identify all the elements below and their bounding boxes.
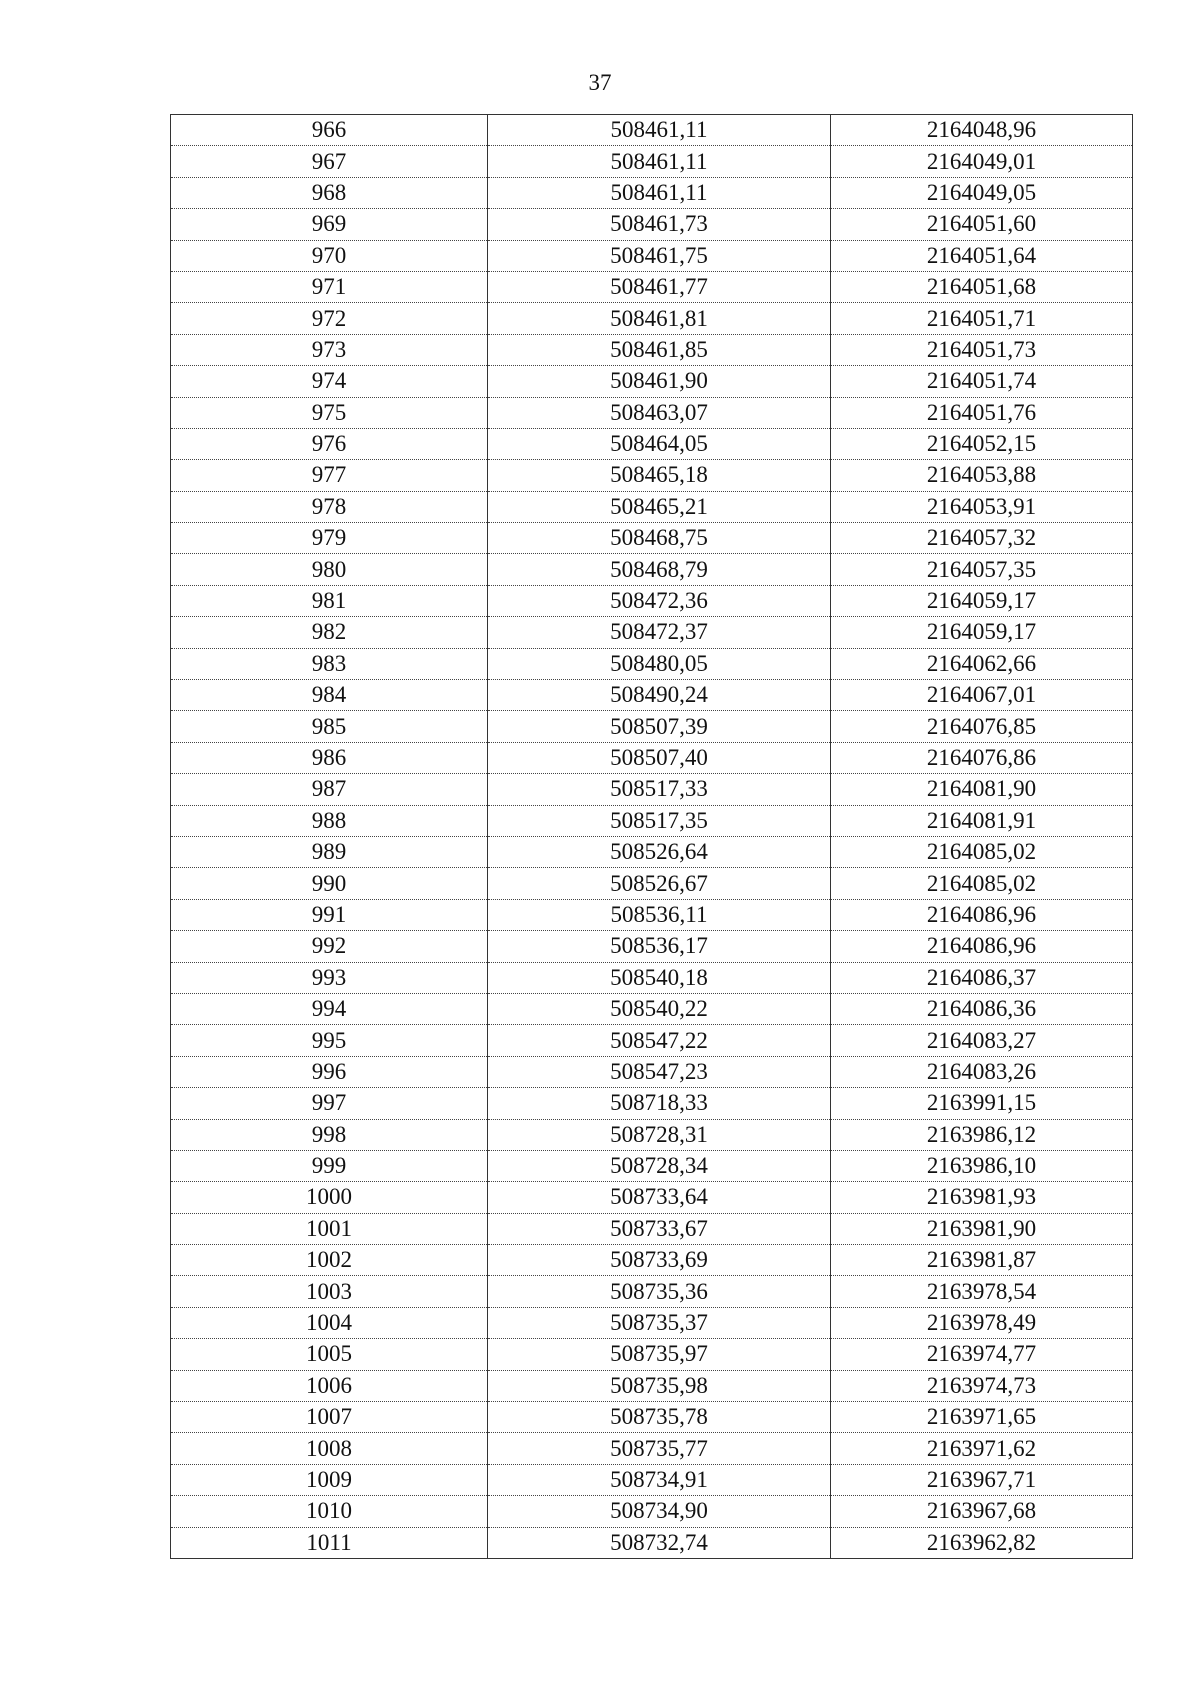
table-row [171, 805, 1133, 836]
point-number-cell: 978 [171, 491, 488, 522]
point-number-cell: 1005 [171, 1339, 488, 1370]
y-coordinate-cell: 2164057,35 [831, 554, 1133, 585]
y-coordinate-cell: 2163981,93 [831, 1182, 1133, 1213]
table-row [171, 240, 1133, 271]
y-coordinate-cell: 2163974,77 [831, 1339, 1133, 1370]
y-coordinate-cell: 2164085,02 [831, 836, 1133, 867]
table-row [171, 742, 1133, 773]
point-number-cell: 970 [171, 240, 488, 271]
table-row [171, 1119, 1133, 1150]
table-row [171, 209, 1133, 240]
x-coordinate-cell: 508517,35 [488, 805, 831, 836]
table-row [171, 397, 1133, 428]
y-coordinate-cell: 2163978,49 [831, 1307, 1133, 1338]
x-coordinate-cell: 508472,37 [488, 617, 831, 648]
point-number-cell: 981 [171, 585, 488, 616]
point-number-cell: 976 [171, 428, 488, 459]
table-row [171, 177, 1133, 208]
y-coordinate-cell: 2164076,85 [831, 711, 1133, 742]
table-row [171, 774, 1133, 805]
y-coordinate-cell: 2164076,86 [831, 742, 1133, 773]
page-number: 37 [588, 70, 612, 95]
point-number-cell: 979 [171, 523, 488, 554]
y-coordinate-cell: 2164067,01 [831, 680, 1133, 711]
point-number-cell: 980 [171, 554, 488, 585]
table-row [171, 1276, 1133, 1307]
table-row [171, 836, 1133, 867]
table-row [171, 680, 1133, 711]
x-coordinate-cell: 508461,85 [488, 334, 831, 365]
x-coordinate-cell: 508735,97 [488, 1339, 831, 1370]
y-coordinate-cell: 2164083,27 [831, 1025, 1133, 1056]
x-coordinate-cell: 508517,33 [488, 774, 831, 805]
table-row [171, 1339, 1133, 1370]
table-row [171, 993, 1133, 1024]
point-number-cell: 974 [171, 366, 488, 397]
table-row [171, 523, 1133, 554]
y-coordinate-cell: 2164057,32 [831, 523, 1133, 554]
x-coordinate-cell: 508735,98 [488, 1370, 831, 1401]
table-row [171, 1307, 1133, 1338]
y-coordinate-cell: 2163974,73 [831, 1370, 1133, 1401]
table-row [171, 1402, 1133, 1433]
y-coordinate-cell: 2163967,68 [831, 1496, 1133, 1527]
y-coordinate-cell: 2163971,65 [831, 1402, 1133, 1433]
x-coordinate-cell: 508461,11 [488, 177, 831, 208]
x-coordinate-cell: 508463,07 [488, 397, 831, 428]
point-number-cell: 1000 [171, 1182, 488, 1213]
point-number-cell: 988 [171, 805, 488, 836]
table-row [171, 899, 1133, 930]
point-number-cell: 967 [171, 146, 488, 177]
y-coordinate-cell: 2164086,37 [831, 962, 1133, 993]
table-row [171, 648, 1133, 679]
y-coordinate-cell: 2163967,71 [831, 1464, 1133, 1495]
x-coordinate-cell: 508465,18 [488, 460, 831, 491]
y-coordinate-cell: 2163991,15 [831, 1088, 1133, 1119]
y-coordinate-cell: 2163962,82 [831, 1527, 1133, 1558]
x-coordinate-cell: 508461,73 [488, 209, 831, 240]
table-row [171, 868, 1133, 899]
y-coordinate-cell: 2164059,17 [831, 617, 1133, 648]
y-coordinate-cell: 2164081,90 [831, 774, 1133, 805]
point-number-cell: 991 [171, 899, 488, 930]
point-number-cell: 984 [171, 680, 488, 711]
table-row [171, 1496, 1133, 1527]
x-coordinate-cell: 508468,75 [488, 523, 831, 554]
y-coordinate-cell: 2164062,66 [831, 648, 1133, 679]
coordinates-table [170, 114, 1133, 1559]
table-row [171, 585, 1133, 616]
table-row [171, 1213, 1133, 1244]
x-coordinate-cell: 508735,77 [488, 1433, 831, 1464]
table-row [171, 366, 1133, 397]
table-row [171, 617, 1133, 648]
point-number-cell: 1011 [171, 1527, 488, 1558]
point-number-cell: 990 [171, 868, 488, 899]
x-coordinate-cell: 508464,05 [488, 428, 831, 459]
x-coordinate-cell: 508547,23 [488, 1056, 831, 1087]
x-coordinate-cell: 508490,24 [488, 680, 831, 711]
table-row [171, 1025, 1133, 1056]
x-coordinate-cell: 508461,81 [488, 303, 831, 334]
x-coordinate-cell: 508734,90 [488, 1496, 831, 1527]
y-coordinate-cell: 2164086,36 [831, 993, 1133, 1024]
table-row [171, 146, 1133, 177]
point-number-cell: 982 [171, 617, 488, 648]
point-number-cell: 1007 [171, 1402, 488, 1433]
table-row [171, 554, 1133, 585]
table-row [171, 931, 1133, 962]
y-coordinate-cell: 2164085,02 [831, 868, 1133, 899]
point-number-cell: 994 [171, 993, 488, 1024]
x-coordinate-cell: 508540,22 [488, 993, 831, 1024]
point-number-cell: 985 [171, 711, 488, 742]
y-coordinate-cell: 2164051,74 [831, 366, 1133, 397]
x-coordinate-cell: 508733,64 [488, 1182, 831, 1213]
y-coordinate-cell: 2163981,90 [831, 1213, 1133, 1244]
table-row [171, 711, 1133, 742]
point-number-cell: 1001 [171, 1213, 488, 1244]
y-coordinate-cell: 2163986,12 [831, 1119, 1133, 1150]
y-coordinate-cell: 2164049,05 [831, 177, 1133, 208]
point-number-cell: 996 [171, 1056, 488, 1087]
point-number-cell: 989 [171, 836, 488, 867]
table-row [171, 962, 1133, 993]
y-coordinate-cell: 2164051,73 [831, 334, 1133, 365]
y-coordinate-cell: 2164051,60 [831, 209, 1133, 240]
point-number-cell: 973 [171, 334, 488, 365]
point-number-cell: 972 [171, 303, 488, 334]
x-coordinate-cell: 508461,77 [488, 271, 831, 302]
y-coordinate-cell: 2164051,64 [831, 240, 1133, 271]
point-number-cell: 1003 [171, 1276, 488, 1307]
y-coordinate-cell: 2164086,96 [831, 931, 1133, 962]
point-number-cell: 992 [171, 931, 488, 962]
y-coordinate-cell: 2163978,54 [831, 1276, 1133, 1307]
x-coordinate-cell: 508461,75 [488, 240, 831, 271]
y-coordinate-cell: 2164051,76 [831, 397, 1133, 428]
y-coordinate-cell: 2164053,91 [831, 491, 1133, 522]
y-coordinate-cell: 2164049,01 [831, 146, 1133, 177]
table-row [171, 1433, 1133, 1464]
y-coordinate-cell: 2164053,88 [831, 460, 1133, 491]
x-coordinate-cell: 508536,17 [488, 931, 831, 962]
x-coordinate-cell: 508526,67 [488, 868, 831, 899]
point-number-cell: 997 [171, 1088, 488, 1119]
x-coordinate-cell: 508526,64 [488, 836, 831, 867]
point-number-cell: 1009 [171, 1464, 488, 1495]
point-number-cell: 983 [171, 648, 488, 679]
x-coordinate-cell: 508733,69 [488, 1245, 831, 1276]
point-number-cell: 993 [171, 962, 488, 993]
y-coordinate-cell: 2163981,87 [831, 1245, 1133, 1276]
table-row [171, 334, 1133, 365]
x-coordinate-cell: 508547,22 [488, 1025, 831, 1056]
x-coordinate-cell: 508735,37 [488, 1307, 831, 1338]
point-number-cell: 995 [171, 1025, 488, 1056]
x-coordinate-cell: 508468,79 [488, 554, 831, 585]
x-coordinate-cell: 508735,36 [488, 1276, 831, 1307]
x-coordinate-cell: 508461,11 [488, 115, 831, 146]
y-coordinate-cell: 2164086,96 [831, 899, 1133, 930]
x-coordinate-cell: 508734,91 [488, 1464, 831, 1495]
point-number-cell: 998 [171, 1119, 488, 1150]
table-row [171, 1370, 1133, 1401]
x-coordinate-cell: 508507,39 [488, 711, 831, 742]
x-coordinate-cell: 508728,31 [488, 1119, 831, 1150]
table-row [171, 1182, 1133, 1213]
y-coordinate-cell: 2164048,96 [831, 115, 1133, 146]
point-number-cell: 987 [171, 774, 488, 805]
y-coordinate-cell: 2164059,17 [831, 585, 1133, 616]
y-coordinate-cell: 2164051,71 [831, 303, 1133, 334]
table-row [171, 460, 1133, 491]
table-row [171, 428, 1133, 459]
x-coordinate-cell: 508465,21 [488, 491, 831, 522]
x-coordinate-cell: 508461,90 [488, 366, 831, 397]
y-coordinate-cell: 2164081,91 [831, 805, 1133, 836]
table-row [171, 303, 1133, 334]
table-row [171, 1150, 1133, 1181]
y-coordinate-cell: 2163986,10 [831, 1150, 1133, 1181]
point-number-cell: 975 [171, 397, 488, 428]
x-coordinate-cell: 508732,74 [488, 1527, 831, 1558]
table-row [171, 1527, 1133, 1558]
table-row [171, 271, 1133, 302]
point-number-cell: 1006 [171, 1370, 488, 1401]
table-row [171, 1056, 1133, 1087]
x-coordinate-cell: 508735,78 [488, 1402, 831, 1433]
point-number-cell: 1002 [171, 1245, 488, 1276]
point-number-cell: 999 [171, 1150, 488, 1181]
point-number-cell: 1010 [171, 1496, 488, 1527]
x-coordinate-cell: 508507,40 [488, 742, 831, 773]
y-coordinate-cell: 2164083,26 [831, 1056, 1133, 1087]
y-coordinate-cell: 2164051,68 [831, 271, 1133, 302]
y-coordinate-cell: 2164052,15 [831, 428, 1133, 459]
point-number-cell: 1008 [171, 1433, 488, 1464]
point-number-cell: 977 [171, 460, 488, 491]
point-number-cell: 966 [171, 115, 488, 146]
point-number-cell: 968 [171, 177, 488, 208]
y-coordinate-cell: 2163971,62 [831, 1433, 1133, 1464]
x-coordinate-cell: 508536,11 [488, 899, 831, 930]
x-coordinate-cell: 508480,05 [488, 648, 831, 679]
table-row [171, 115, 1133, 146]
x-coordinate-cell: 508733,67 [488, 1213, 831, 1244]
point-number-cell: 986 [171, 742, 488, 773]
table-row [171, 491, 1133, 522]
coordinates-table-body [171, 115, 1133, 1559]
x-coordinate-cell: 508540,18 [488, 962, 831, 993]
point-number-cell: 971 [171, 271, 488, 302]
x-coordinate-cell: 508718,33 [488, 1088, 831, 1119]
x-coordinate-cell: 508728,34 [488, 1150, 831, 1181]
table-row [171, 1088, 1133, 1119]
point-number-cell: 969 [171, 209, 488, 240]
table-row [171, 1464, 1133, 1495]
point-number-cell: 1004 [171, 1307, 488, 1338]
table-row [171, 1245, 1133, 1276]
x-coordinate-cell: 508461,11 [488, 146, 831, 177]
x-coordinate-cell: 508472,36 [488, 585, 831, 616]
